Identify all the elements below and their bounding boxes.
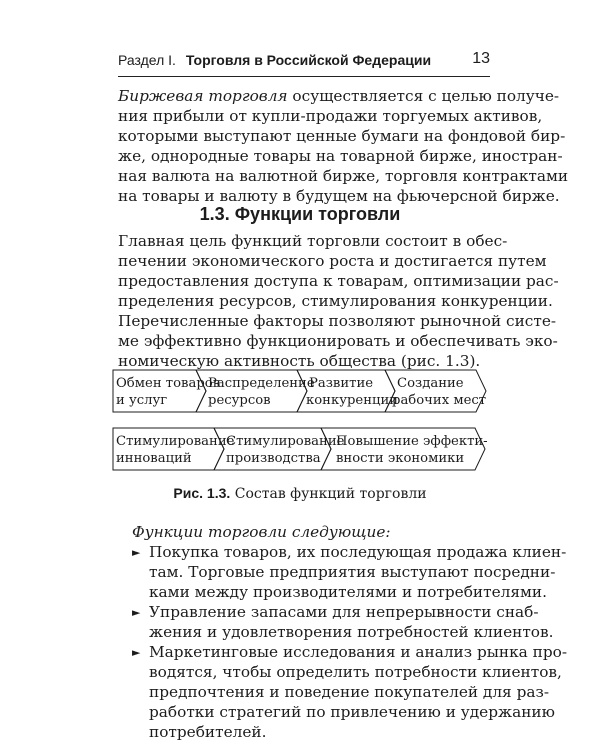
chevron-label: Развитие — [309, 376, 374, 391]
intro-line-1-rest: осуществляется с целью получе- — [287, 87, 560, 105]
section-heading: 1.3. Функции торговли — [199, 204, 401, 224]
header-section: Раздел I. — [118, 52, 176, 68]
figure-caption — [0, 485, 600, 502]
chevron-label: рабочих мест — [392, 393, 487, 408]
list-item-line: Покупка товаров, их последующая продажа клиен- — [149, 543, 567, 561]
list-item-line: Управление запасами для непрерывности снаб- — [149, 603, 539, 621]
chevron-label: вности экономики — [336, 451, 465, 466]
section-paragraph-line: пределения ресурсов, стимулирования конкуренции. — [118, 292, 553, 310]
section-paragraph-line: предоставления доступа к товарам, оптимизации рас- — [118, 272, 559, 290]
chevron-label: инноваций — [116, 451, 192, 466]
intro-line: ная валюта на валютной бирже, торговля контрактами — [118, 167, 569, 185]
chevron-label: Обмен товаров — [116, 376, 221, 391]
chevron-label: конкуренции — [306, 393, 399, 408]
section-paragraph-line: ме эффективно функционировать и обеспечивать эко- — [118, 332, 558, 350]
intro-line: на товары и валюту в будущем на фьючерсной бирже. — [118, 187, 560, 205]
intro-line: ния прибыли от купли-продажи торгуемых активов, — [118, 107, 543, 125]
list-item-line: ками между производителями и потребителями. — [149, 583, 547, 601]
section-paragraph-line: номическую активность общества (рис. 1.3). — [118, 352, 481, 370]
list-item-line: там. Торговые предприятия выступают посредни- — [149, 563, 556, 581]
header-title: Торговля в Российской Федерации — [185, 52, 432, 68]
list-item-line: водятся, чтобы определить потребности клиентов, — [149, 663, 562, 681]
page-number: 13 — [472, 50, 490, 67]
chevron-label: производства — [226, 451, 321, 466]
bullet-icon: ► — [132, 646, 141, 659]
chevron-label: Стимулирование — [226, 434, 345, 449]
section-paragraph-line: Перечисленные факторы позволяют рыночной систе- — [118, 312, 557, 330]
bullet-icon: ► — [132, 606, 141, 619]
chevron-label: Стимулирование — [116, 434, 235, 449]
section-paragraph-line: Главная цель функций торговли состоит в обес- — [118, 232, 508, 250]
chevron-row-2 — [113, 428, 488, 470]
functions-intro: Функции торговли следующие: — [132, 523, 391, 541]
section-paragraph-line: печении экономического роста и достигается путем — [118, 252, 547, 270]
chevron-label: Распределение — [208, 376, 315, 391]
chevron-label: ресурсов — [208, 393, 271, 408]
chevron-label: Повышение эффекти- — [336, 434, 488, 449]
italic-term: Биржевая торговля — [118, 87, 288, 105]
list-item-line: Маркетинговые исследования и анализ рынка про- — [149, 643, 568, 661]
chevron-row-1 — [113, 370, 486, 412]
caption-text: Состав функций торговли — [230, 486, 427, 502]
chevron-label: Создание — [397, 376, 464, 391]
bullet-icon: ► — [132, 546, 141, 559]
caption-label: Рис. 1.3. — [173, 485, 231, 501]
list-item-line: работки стратегий по привлечению и удержанию — [149, 703, 555, 721]
list-item-line: потребителей. — [149, 723, 267, 741]
intro-line: же, однородные товары на товарной бирже, иностран- — [118, 147, 563, 165]
list-item-line: предпочтения и поведение покупателей для раз- — [149, 683, 549, 701]
list-item-line: жения и удовлетворения потребностей клиентов. — [149, 623, 554, 641]
intro-line: которыми выступают ценные бумаги на фондовой бир- — [118, 127, 566, 145]
chevron-label: и услуг — [116, 393, 168, 408]
